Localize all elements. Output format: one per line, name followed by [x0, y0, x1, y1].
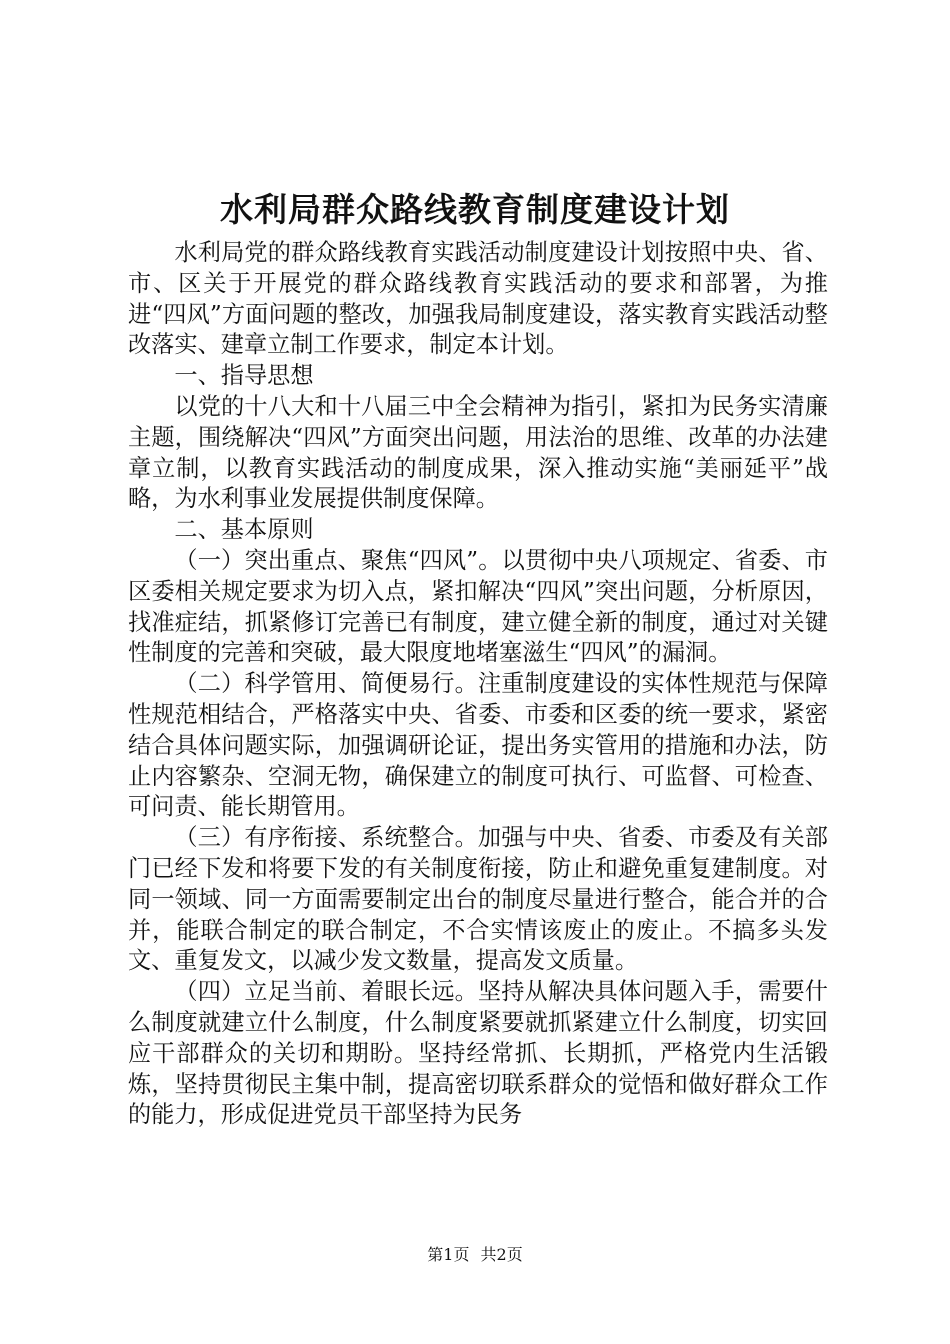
document-title: 水利局群众路线教育制度建设计划: [220, 190, 730, 229]
section-heading-guiding-ideology: 一、指导思想: [174, 362, 314, 390]
page-number: 第1页: [427, 1245, 470, 1264]
principle-paragraph-3: （三）有序衔接、系统整合。加强与中央、省委、市委及有关部门已经下发和将要下发的有关制度衔接，防止和避免重复建制度。对同一领域、同一方面需要制定出台的制度尽量进行整合，能合并的合并，能联合制定的联合制定，不合实情该废止的废止。不搞多头发文、重复发文，以减少发文数量，提高发文质量。: [128, 824, 828, 975]
page-total: 共2页: [480, 1245, 523, 1264]
principle-paragraph-2: （二）科学管用、简便易行。注重制度建设的实体性规范与保障性规范相结合，严格落实中央、省委、市委和区委的统一要求，紧密结合具体问题实际，加强调研论证，提出务实管用的措施和办法，防止内容繁杂、空洞无物，确保建立的制度可执行、可监督、可检查、可问责、能长期管用。: [128, 670, 828, 821]
guiding-ideology-paragraph: 以党的十八大和十八届三中全会精神为指引，紧扣为民务实清廉主题，围绕解决“四风”方面突出问题，用法治的思维、改革的办法建章立制，以教育实践活动的制度成果，深入推动实施“美丽延平”战略，为水利事业发展提供制度保障。: [128, 392, 828, 513]
section-heading-basic-principles: 二、基本原则: [174, 516, 314, 544]
document-body: [128, 238, 828, 1131]
intro-paragraph: 水利局党的群众路线教育实践活动制度建设计划按照中央、省、市、区关于开展党的群众路线教育实践活动的要求和部署，为推进“四风”方面问题的整改，加强我局制度建设，落实教育实践活动整改落实、建章立制工作要求，制定本计划。: [128, 239, 828, 359]
principle-paragraph-1: （一）突出重点、聚焦“四风”。以贯彻中央八项规定、省委、市区委相关规定要求为切入点，紧扣解决“四风”突出问题，分析原因，找准症结，抓紧修订完善已有制度，建立健全新的制度，通过对关键性制度的完善和突破，最大限度地堵塞滋生“四风”的漏洞。: [128, 546, 828, 667]
principle-paragraph-4: （四）立足当前、着眼长远。坚持从解决具体问题入手，需要什么制度就建立什么制度，什么制度紧要就抓紧建立什么制度，切实回应干部群众的关切和期盼。坚持经常抓、长期抓，严格党内生活锻炼，坚持贯彻民主集中制，提高密切联系群众的觉悟和做好群众工作的能力，形成促进党员干部坚持为民务: [128, 978, 828, 1129]
page-footer: [0, 1243, 950, 1267]
